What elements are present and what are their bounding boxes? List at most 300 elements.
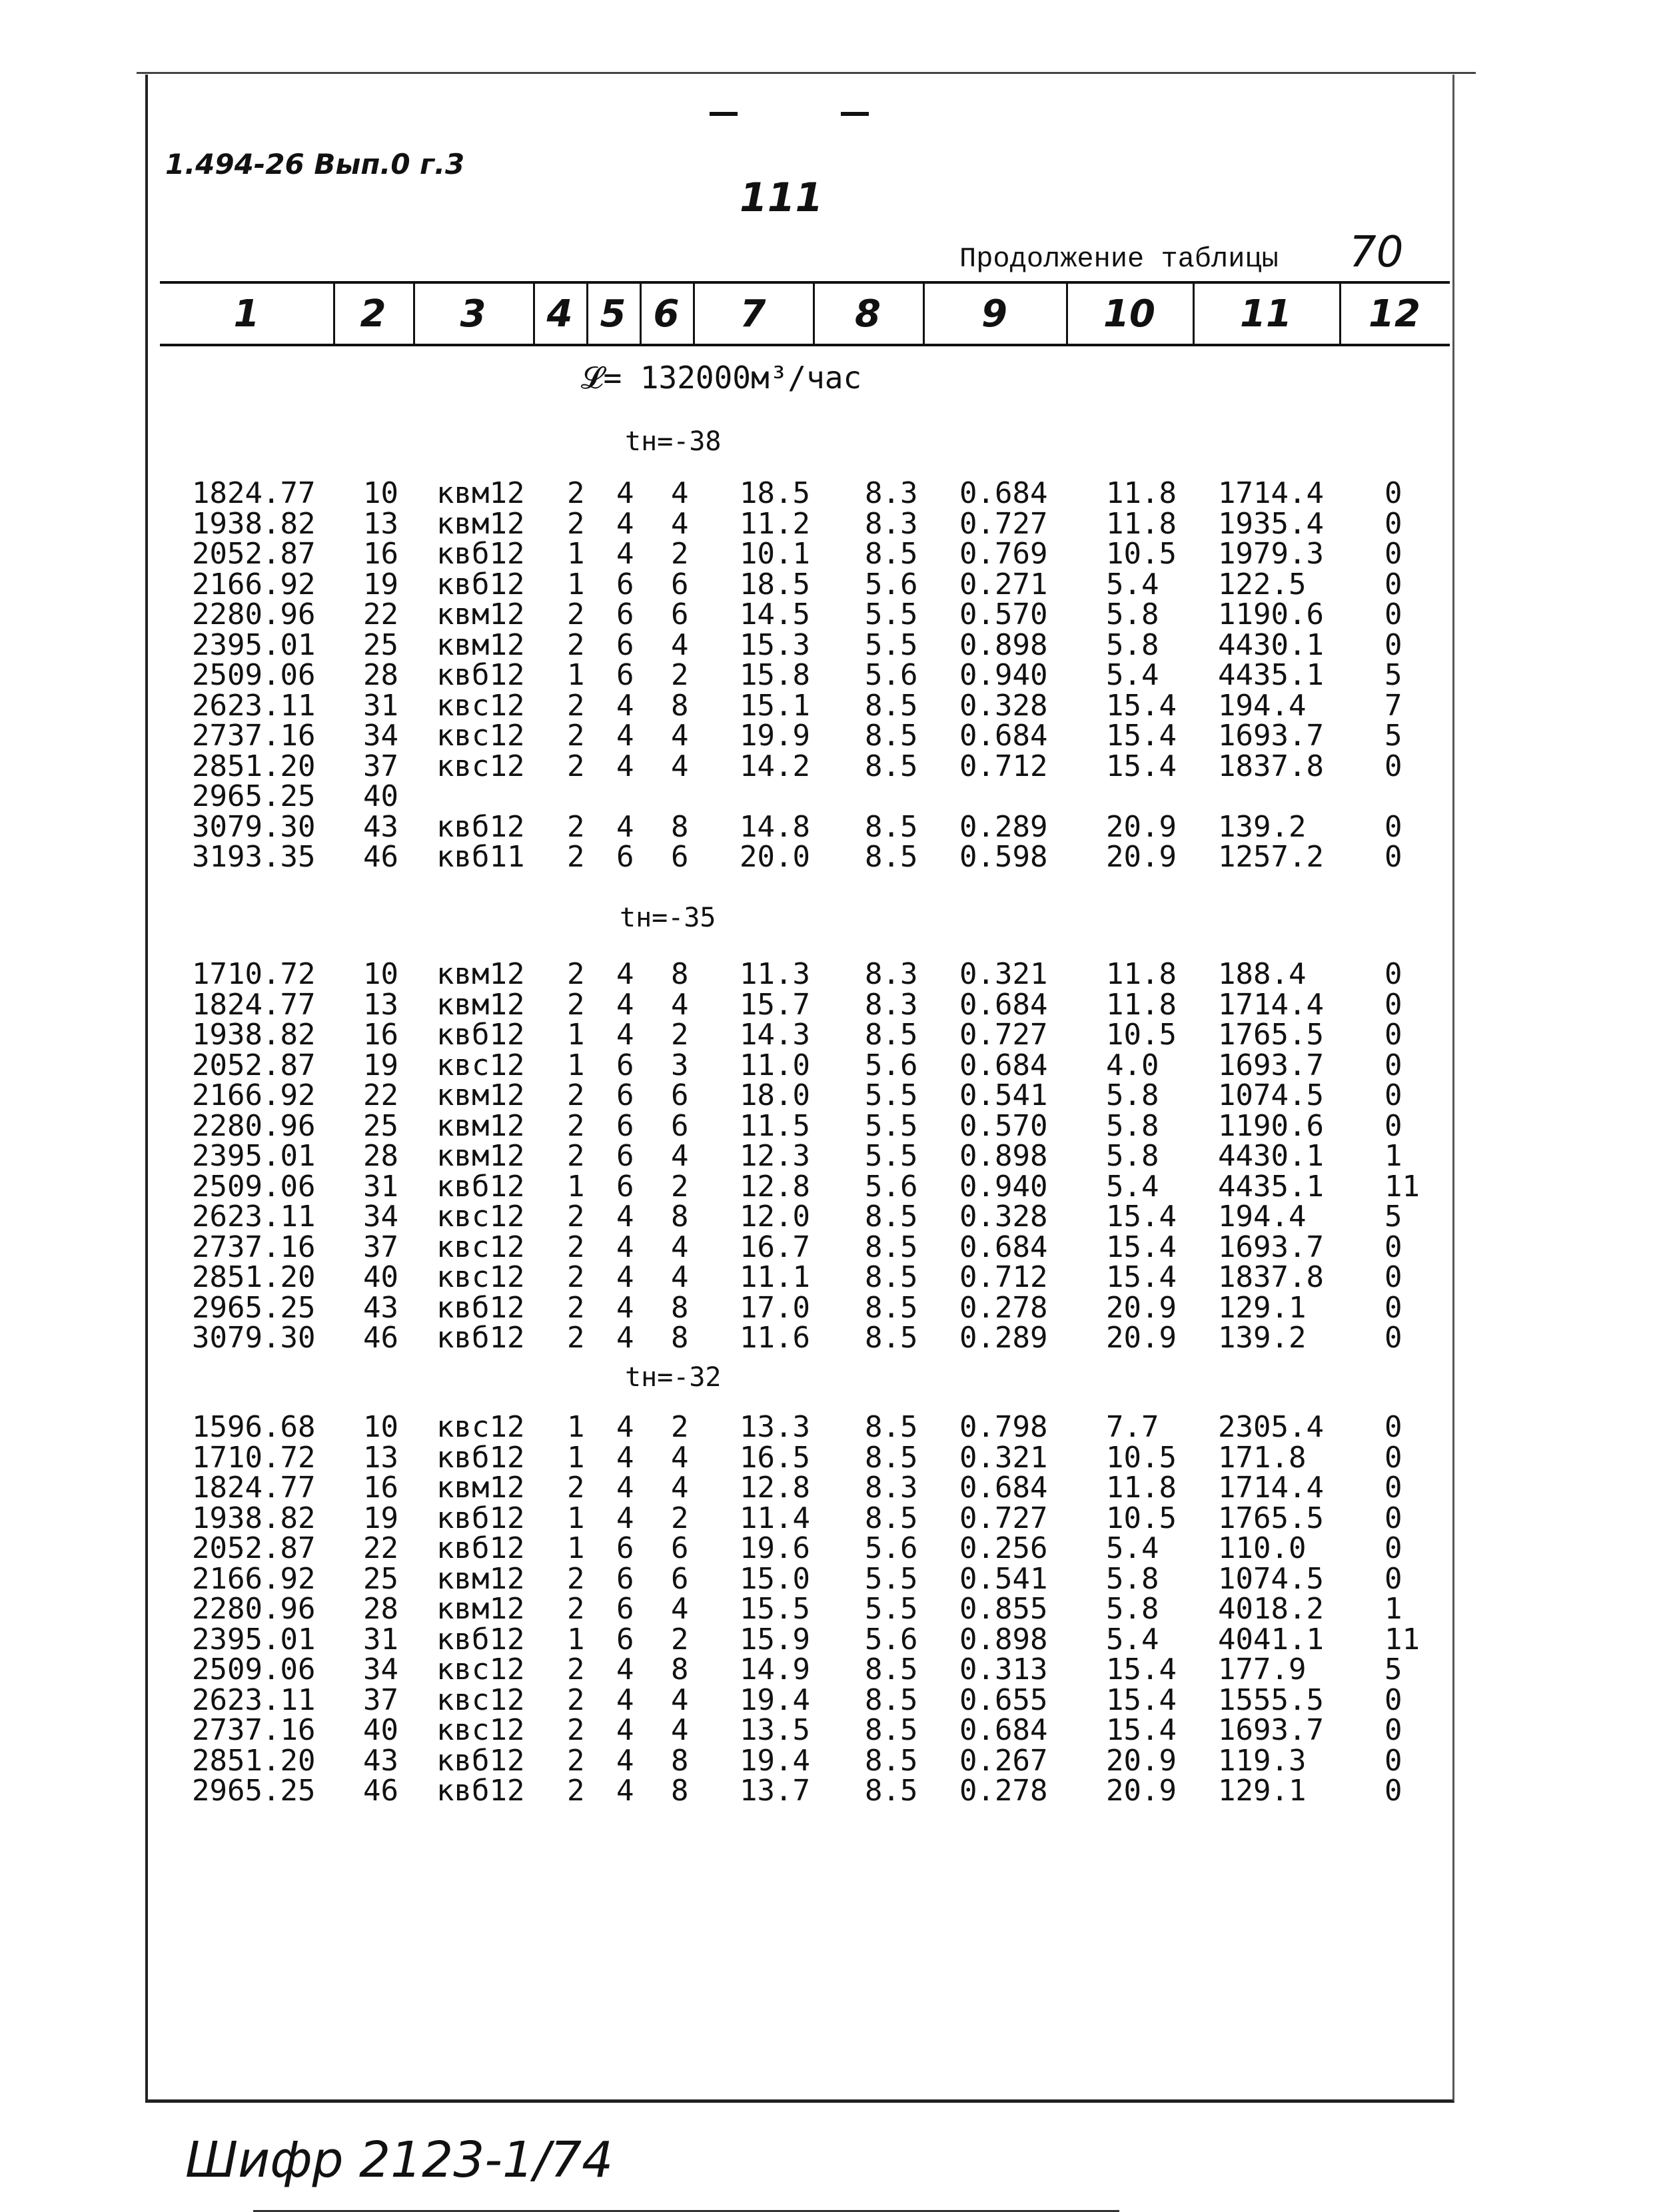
cell-col-9: 0.256 xyxy=(959,1531,1048,1565)
cell-col-4: 1 xyxy=(567,1501,585,1535)
cell-col-5: 6 xyxy=(616,1139,634,1173)
cell-col-1: 2052.87 xyxy=(192,537,316,571)
cell-col-11: 177.9 xyxy=(1218,1653,1307,1686)
cell-col-10: 5.8 xyxy=(1106,1078,1159,1112)
cell-col-1: 2965.25 xyxy=(192,779,316,813)
cell-col-12: 0 xyxy=(1384,1531,1402,1565)
table-row xyxy=(0,569,1653,600)
cell-col-2: 37 xyxy=(363,749,398,783)
cell-col-3: квб12 xyxy=(436,1169,525,1204)
cell-col-6: 6 xyxy=(671,597,689,631)
cell-col-11: 1979.3 xyxy=(1218,537,1324,571)
cell-col-11: 110.0 xyxy=(1218,1531,1307,1565)
cell-col-2: 28 xyxy=(363,1139,398,1173)
cell-col-11: 4430.1 xyxy=(1218,627,1324,662)
table-row xyxy=(0,721,1653,751)
cell-col-12: 0 xyxy=(1384,1108,1402,1143)
cell-col-5: 6 xyxy=(616,597,634,631)
cell-col-11: 4041.1 xyxy=(1218,1622,1324,1657)
cell-col-4: 2 xyxy=(567,1471,585,1505)
cell-col-5: 4 xyxy=(616,1471,634,1505)
cell-col-1: 2166.92 xyxy=(192,567,316,601)
cell-col-3: квс12 xyxy=(436,1410,525,1444)
cell-col-12: 0 xyxy=(1384,1260,1402,1294)
cell-col-8: 5.5 xyxy=(865,597,918,631)
cell-col-7: 15.5 xyxy=(740,1592,810,1626)
cell-col-2: 31 xyxy=(363,1169,398,1204)
cell-col-4: 1 xyxy=(567,567,585,601)
cell-col-2: 46 xyxy=(363,840,398,874)
cell-col-2: 19 xyxy=(363,1048,398,1082)
cell-col-2: 10 xyxy=(363,476,398,510)
cell-col-4: 2 xyxy=(567,1743,585,1778)
cell-col-12: 1 xyxy=(1384,1139,1402,1173)
cell-col-10: 5.8 xyxy=(1106,1561,1159,1596)
cell-col-3: квб12 xyxy=(436,1622,525,1657)
cell-col-4: 2 xyxy=(567,749,585,783)
column-divider xyxy=(333,284,335,344)
cell-col-1: 3079.30 xyxy=(192,1321,316,1355)
cell-col-10: 15.4 xyxy=(1106,749,1177,783)
cell-col-4: 1 xyxy=(567,658,585,692)
cell-col-9: 0.278 xyxy=(959,1290,1048,1325)
cell-col-9: 0.940 xyxy=(959,658,1048,692)
cell-col-12: 1 xyxy=(1384,1592,1402,1626)
cell-col-7: 14.5 xyxy=(740,597,810,631)
cell-col-6: 2 xyxy=(671,1622,689,1657)
cell-col-6: 4 xyxy=(671,1440,689,1475)
cell-col-12: 0 xyxy=(1384,957,1402,991)
table-row xyxy=(0,599,1653,630)
cell-col-4: 2 xyxy=(567,597,585,631)
cell-col-2: 46 xyxy=(363,1774,398,1808)
cell-col-8: 5.6 xyxy=(865,1531,918,1565)
cell-col-2: 34 xyxy=(363,719,398,753)
cell-col-9: 0.712 xyxy=(959,1260,1048,1294)
cell-col-8: 8.3 xyxy=(865,506,918,541)
column-divider xyxy=(1066,284,1068,344)
cell-col-4: 2 xyxy=(567,957,585,991)
cell-col-4: 2 xyxy=(567,627,585,662)
cell-col-9: 0.855 xyxy=(959,1592,1048,1626)
cell-col-10: 15.4 xyxy=(1106,719,1177,753)
cell-col-11: 194.4 xyxy=(1218,688,1307,723)
cell-col-11: 1190.6 xyxy=(1218,1108,1324,1143)
cell-col-4: 2 xyxy=(567,1108,585,1143)
column-divider xyxy=(813,284,815,344)
cell-col-11: 1714.4 xyxy=(1218,476,1324,510)
column-divider xyxy=(413,284,415,344)
cell-col-11: 4435.1 xyxy=(1218,658,1324,692)
cell-col-9: 0.684 xyxy=(959,1713,1048,1747)
cell-col-3: квм12 xyxy=(436,1561,525,1596)
cell-col-8: 8.5 xyxy=(865,1018,918,1052)
table-row xyxy=(0,539,1653,569)
cell-col-6: 8 xyxy=(671,688,689,723)
column-header: 3 xyxy=(460,292,486,336)
table-row xyxy=(0,1323,1653,1353)
cell-col-10: 4.0 xyxy=(1106,1048,1159,1082)
cell-col-12: 0 xyxy=(1384,1290,1402,1325)
cell-col-8: 5.5 xyxy=(865,1139,918,1173)
cell-col-4: 1 xyxy=(567,1440,585,1475)
cell-col-11: 119.3 xyxy=(1218,1743,1307,1778)
cell-col-2: 22 xyxy=(363,597,398,631)
cell-col-10: 5.4 xyxy=(1106,1531,1159,1565)
cell-col-12: 0 xyxy=(1384,1048,1402,1082)
cell-col-11: 188.4 xyxy=(1218,957,1307,991)
cell-col-2: 43 xyxy=(363,1290,398,1325)
table-row xyxy=(0,1440,1653,1475)
column-header: 7 xyxy=(740,292,766,336)
cell-col-6: 8 xyxy=(671,1321,689,1355)
cell-col-4: 2 xyxy=(567,506,585,541)
cell-col-1: 2166.92 xyxy=(192,1561,316,1596)
cell-col-12: 0 xyxy=(1384,1501,1402,1535)
cell-col-11: 4435.1 xyxy=(1218,1169,1324,1204)
cell-col-10: 15.4 xyxy=(1106,1230,1177,1264)
cell-col-7: 18.5 xyxy=(740,567,810,601)
cell-col-9: 0.321 xyxy=(959,1440,1048,1475)
column-header: 12 xyxy=(1369,292,1420,336)
cell-col-1: 3193.35 xyxy=(192,840,316,874)
cell-col-7: 20.0 xyxy=(740,840,810,874)
table-row xyxy=(0,506,1653,541)
cell-col-1: 2509.06 xyxy=(192,658,316,692)
cell-col-1: 2851.20 xyxy=(192,1743,316,1778)
table-row xyxy=(0,1561,1653,1596)
table-row xyxy=(0,1682,1653,1717)
cell-col-8: 5.6 xyxy=(865,1169,918,1204)
cell-col-8: 8.5 xyxy=(865,1321,918,1355)
cell-col-6: 4 xyxy=(671,1592,689,1626)
cell-col-5: 6 xyxy=(616,567,634,601)
cell-col-10: 20.9 xyxy=(1106,1321,1177,1355)
cell-col-6: 8 xyxy=(671,1290,689,1325)
cell-col-7: 15.8 xyxy=(740,658,810,692)
cell-col-12: 0 xyxy=(1384,1230,1402,1264)
cell-col-3: квс12 xyxy=(436,719,525,753)
cell-col-7: 11.5 xyxy=(740,1108,810,1143)
cell-col-10: 5.8 xyxy=(1106,1108,1159,1143)
cell-col-7: 16.7 xyxy=(740,1230,810,1264)
cell-col-5: 4 xyxy=(616,688,634,723)
cell-col-6: 8 xyxy=(671,1774,689,1808)
cell-col-8: 8.5 xyxy=(865,1200,918,1234)
cell-col-11: 1074.5 xyxy=(1218,1078,1324,1112)
cell-col-6: 6 xyxy=(671,1531,689,1565)
top-border-line xyxy=(137,72,1476,74)
cell-col-10: 11.8 xyxy=(1106,506,1177,541)
cell-col-5: 6 xyxy=(616,1592,634,1626)
table-row xyxy=(0,1080,1653,1111)
page-number: 111 xyxy=(740,175,824,221)
cell-col-12: 0 xyxy=(1384,809,1402,844)
cell-col-9: 0.278 xyxy=(959,1774,1048,1808)
cell-col-7: 11.3 xyxy=(740,957,810,991)
cell-col-11: 122.5 xyxy=(1218,567,1307,601)
cell-col-9: 0.289 xyxy=(959,809,1048,844)
cell-col-10: 15.4 xyxy=(1106,1200,1177,1234)
cell-col-3: квм12 xyxy=(436,987,525,1022)
column-header-row xyxy=(160,281,1450,346)
cell-col-10: 20.9 xyxy=(1106,840,1177,874)
column-divider xyxy=(640,284,642,344)
cell-col-1: 2737.16 xyxy=(192,1230,316,1264)
table-row xyxy=(0,1169,1653,1204)
cell-col-12: 5 xyxy=(1384,719,1402,753)
cell-col-1: 2280.96 xyxy=(192,597,316,631)
cell-col-11: 129.1 xyxy=(1218,1290,1307,1325)
table-row xyxy=(0,1776,1653,1806)
cell-col-6: 8 xyxy=(671,809,689,844)
cell-col-6: 4 xyxy=(671,1682,689,1717)
cell-col-11: 2305.4 xyxy=(1218,1410,1324,1444)
cell-col-10: 10.5 xyxy=(1106,537,1177,571)
cell-col-7: 15.0 xyxy=(740,1561,810,1596)
cell-col-9: 0.898 xyxy=(959,627,1048,662)
cell-col-12: 0 xyxy=(1384,1561,1402,1596)
cell-col-11: 139.2 xyxy=(1218,809,1307,844)
cell-col-12: 0 xyxy=(1384,1713,1402,1747)
column-divider xyxy=(1193,284,1195,344)
cell-col-12: 0 xyxy=(1384,537,1402,571)
cell-col-7: 14.3 xyxy=(740,1018,810,1052)
cell-col-6: 8 xyxy=(671,957,689,991)
cell-col-8: 8.5 xyxy=(865,1260,918,1294)
cell-col-8: 8.5 xyxy=(865,688,918,723)
cell-col-7: 11.0 xyxy=(740,1048,810,1082)
cell-col-11: 1693.7 xyxy=(1218,1048,1324,1082)
table-row xyxy=(0,660,1653,691)
cell-col-11: 1555.5 xyxy=(1218,1682,1324,1717)
cell-col-9: 0.328 xyxy=(959,1200,1048,1234)
cell-col-12: 0 xyxy=(1384,1078,1402,1112)
table-row xyxy=(0,688,1653,723)
cell-col-4: 2 xyxy=(567,1682,585,1717)
cell-col-3: квс12 xyxy=(436,1260,525,1294)
cell-col-6: 4 xyxy=(671,627,689,662)
cell-col-6: 6 xyxy=(671,1078,689,1112)
cell-col-1: 1710.72 xyxy=(192,957,316,991)
cell-col-7: 19.4 xyxy=(740,1743,810,1778)
cell-col-8: 5.5 xyxy=(865,1108,918,1143)
cell-col-9: 0.898 xyxy=(959,1139,1048,1173)
column-header: 9 xyxy=(981,292,1007,336)
cell-col-2: 37 xyxy=(363,1682,398,1717)
cell-col-8: 8.5 xyxy=(865,1290,918,1325)
cell-col-4: 1 xyxy=(567,1018,585,1052)
cell-col-6: 4 xyxy=(671,749,689,783)
cell-col-3: квс12 xyxy=(436,1653,525,1686)
cell-col-12: 11 xyxy=(1384,1622,1420,1657)
cell-col-9: 0.727 xyxy=(959,1018,1048,1052)
cell-col-12: 11 xyxy=(1384,1169,1420,1204)
cell-col-11: 1837.8 xyxy=(1218,1260,1324,1294)
cell-col-1: 1596.68 xyxy=(192,1410,316,1444)
cell-col-2: 25 xyxy=(363,1108,398,1143)
cell-col-12: 0 xyxy=(1384,476,1402,510)
cell-col-1: 3079.30 xyxy=(192,809,316,844)
cipher-signature: Шифр 2123-1/74 xyxy=(185,2131,614,2189)
cell-col-2: 16 xyxy=(363,1018,398,1052)
cell-col-4: 2 xyxy=(567,719,585,753)
cell-col-1: 2166.92 xyxy=(192,1078,316,1112)
cell-col-2: 43 xyxy=(363,1743,398,1778)
cell-col-2: 25 xyxy=(363,627,398,662)
cell-col-5: 4 xyxy=(616,957,634,991)
cell-col-8: 8.5 xyxy=(865,809,918,844)
cell-col-3: квм12 xyxy=(436,1592,525,1626)
cell-col-11: 1765.5 xyxy=(1218,1501,1324,1535)
cell-col-8: 5.6 xyxy=(865,658,918,692)
cell-col-5: 4 xyxy=(616,1018,634,1052)
cell-col-7: 13.5 xyxy=(740,1713,810,1747)
cell-col-9: 0.570 xyxy=(959,1108,1048,1143)
cell-col-6: 2 xyxy=(671,1501,689,1535)
column-header: 6 xyxy=(653,292,680,336)
cell-col-6: 8 xyxy=(671,1743,689,1778)
cell-col-11: 1714.4 xyxy=(1218,987,1324,1022)
cell-col-5: 6 xyxy=(616,658,634,692)
cell-col-8: 8.5 xyxy=(865,1713,918,1747)
cell-col-4: 2 xyxy=(567,1078,585,1112)
cell-col-3: квс12 xyxy=(436,749,525,783)
cell-col-8: 8.5 xyxy=(865,1501,918,1535)
cell-col-4: 2 xyxy=(567,476,585,510)
cell-col-2: 40 xyxy=(363,1260,398,1294)
cell-col-2: 13 xyxy=(363,987,398,1022)
cell-col-2: 40 xyxy=(363,1713,398,1747)
cell-col-10: 15.4 xyxy=(1106,1713,1177,1747)
cell-col-1: 2851.20 xyxy=(192,1260,316,1294)
cell-col-3: квм12 xyxy=(436,1078,525,1112)
table-row xyxy=(0,1655,1653,1685)
table-row xyxy=(0,1262,1653,1293)
cell-col-9: 0.769 xyxy=(959,537,1048,571)
cell-col-8: 8.5 xyxy=(865,1682,918,1717)
table-row xyxy=(0,1020,1653,1050)
cell-col-1: 2737.16 xyxy=(192,719,316,753)
cell-col-4: 1 xyxy=(567,1410,585,1444)
cell-col-10: 15.4 xyxy=(1106,1260,1177,1294)
cell-col-2: 31 xyxy=(363,1622,398,1657)
cell-col-5: 4 xyxy=(616,1440,634,1475)
cell-col-3: квм12 xyxy=(436,1139,525,1173)
cell-col-5: 6 xyxy=(616,1078,634,1112)
cell-col-8: 8.5 xyxy=(865,719,918,753)
cell-col-4: 1 xyxy=(567,1531,585,1565)
column-header: 10 xyxy=(1103,292,1155,336)
column-header: 11 xyxy=(1240,292,1292,336)
cell-col-8: 8.5 xyxy=(865,1440,918,1475)
cell-col-5: 4 xyxy=(616,1682,634,1717)
cell-col-1: 2509.06 xyxy=(192,1169,316,1204)
table-row xyxy=(0,781,1653,812)
cell-col-5: 4 xyxy=(616,537,634,571)
cell-col-6: 4 xyxy=(671,476,689,510)
cell-col-5: 6 xyxy=(616,1622,634,1657)
cell-col-1: 2509.06 xyxy=(192,1653,316,1686)
cell-col-6: 2 xyxy=(671,1410,689,1444)
cell-col-2: 25 xyxy=(363,1561,398,1596)
cell-col-9: 0.598 xyxy=(959,840,1048,874)
cell-col-9: 0.313 xyxy=(959,1653,1048,1686)
cell-col-7: 19.4 xyxy=(740,1682,810,1717)
cell-col-7: 11.4 xyxy=(740,1501,810,1535)
cell-col-1: 1938.82 xyxy=(192,1501,316,1535)
cell-col-8: 8.3 xyxy=(865,957,918,991)
cell-col-3: квм12 xyxy=(436,476,525,510)
cell-col-6: 4 xyxy=(671,506,689,541)
cell-col-11: 1714.4 xyxy=(1218,1471,1324,1505)
cell-col-12: 0 xyxy=(1384,1682,1402,1717)
cell-col-4: 2 xyxy=(567,1200,585,1234)
cell-col-2: 13 xyxy=(363,506,398,541)
table-row xyxy=(0,1108,1653,1143)
cell-col-12: 0 xyxy=(1384,506,1402,541)
cell-col-5: 4 xyxy=(616,987,634,1022)
cell-col-3: квм12 xyxy=(436,957,525,991)
cell-col-7: 15.3 xyxy=(740,627,810,662)
cell-col-9: 0.798 xyxy=(959,1410,1048,1444)
cell-col-3: квб12 xyxy=(436,1321,525,1355)
cell-col-2: 19 xyxy=(363,1501,398,1535)
cell-col-9: 0.541 xyxy=(959,1561,1048,1596)
cell-col-9: 0.712 xyxy=(959,749,1048,783)
cell-col-1: 2395.01 xyxy=(192,1622,316,1657)
cell-col-1: 1824.77 xyxy=(192,476,316,510)
table-row xyxy=(0,1290,1653,1325)
cell-col-9: 0.328 xyxy=(959,688,1048,723)
cell-col-2: 28 xyxy=(363,1592,398,1626)
cell-col-9: 0.898 xyxy=(959,1622,1048,1657)
cell-col-9: 0.684 xyxy=(959,476,1048,510)
cell-col-4: 2 xyxy=(567,840,585,874)
cell-col-3: квб12 xyxy=(436,1531,525,1565)
cell-col-10: 20.9 xyxy=(1106,1290,1177,1325)
cell-col-5: 4 xyxy=(616,476,634,510)
cell-col-11: 1693.7 xyxy=(1218,719,1324,753)
cell-col-7: 14.2 xyxy=(740,749,810,783)
cell-col-12: 0 xyxy=(1384,1471,1402,1505)
cell-col-4: 1 xyxy=(567,1169,585,1204)
cell-col-10: 5.8 xyxy=(1106,597,1159,631)
cell-col-11: 4430.1 xyxy=(1218,1139,1324,1173)
column-divider xyxy=(586,284,588,344)
cell-col-7: 10.1 xyxy=(740,537,810,571)
table-row xyxy=(0,1715,1653,1746)
cell-col-9: 0.570 xyxy=(959,597,1048,631)
cell-col-6: 4 xyxy=(671,1713,689,1747)
cell-col-6: 6 xyxy=(671,1108,689,1143)
table-row xyxy=(0,1412,1653,1443)
cell-col-6: 2 xyxy=(671,1018,689,1052)
cell-col-8: 5.6 xyxy=(865,567,918,601)
table-row xyxy=(0,1533,1653,1564)
table-row xyxy=(0,1503,1653,1534)
cell-col-3: квс12 xyxy=(436,1682,525,1717)
cell-col-3: квб12 xyxy=(436,1774,525,1808)
cell-col-10: 5.8 xyxy=(1106,1592,1159,1626)
cell-col-9: 0.271 xyxy=(959,567,1048,601)
cell-col-11: 171.8 xyxy=(1218,1440,1307,1475)
cell-col-10: 15.4 xyxy=(1106,1653,1177,1686)
cell-col-5: 4 xyxy=(616,1200,634,1234)
cell-col-2: 31 xyxy=(363,688,398,723)
table-row xyxy=(0,1743,1653,1778)
cell-col-4: 2 xyxy=(567,809,585,844)
